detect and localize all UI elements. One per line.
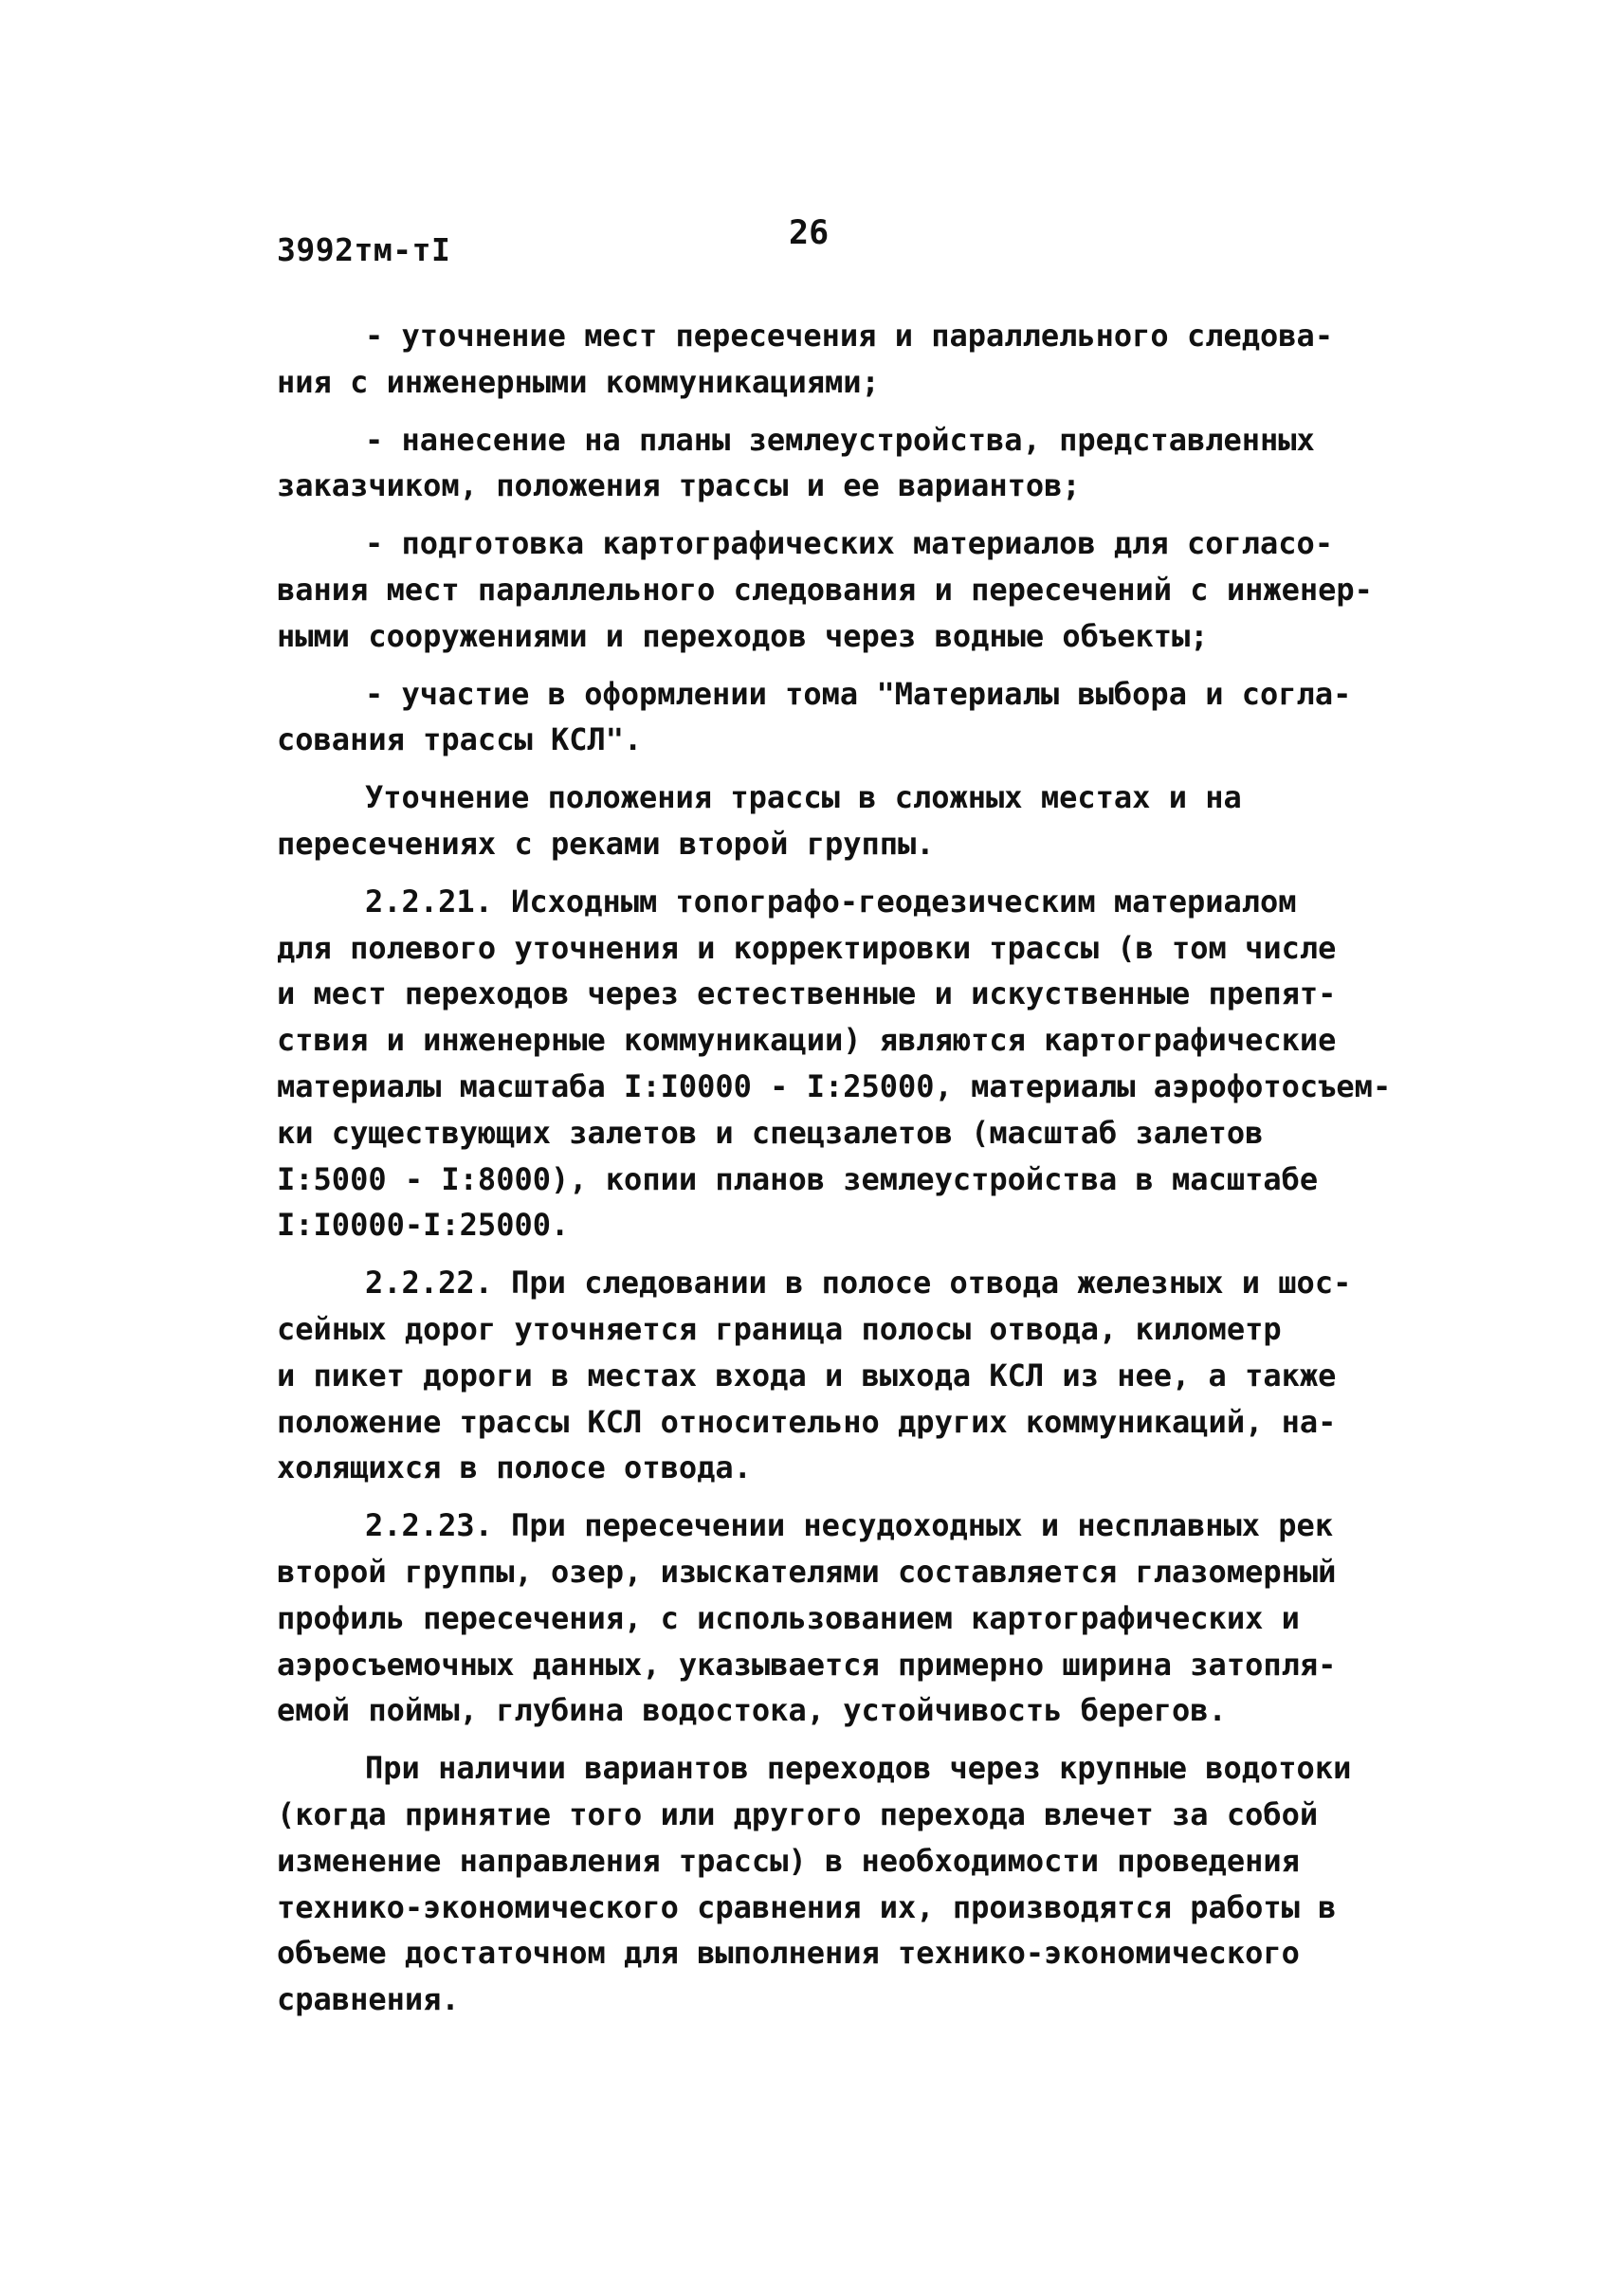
- text-line: и мест переходов через естественные и искуственные препят-: [277, 975, 1337, 1012]
- paragraph: [277, 520, 1405, 659]
- text-line: 2.2.22. При следовании в полосе отвода железных и шос-: [365, 1265, 1352, 1302]
- text-line: (когда принятие того или другого перехода влечет за собой: [277, 1795, 1319, 1832]
- document-code: 3992тм-тI: [277, 231, 451, 268]
- text-line: ными сооружениями и переходов через водные объекты;: [277, 617, 1209, 654]
- text-line: сравнения.: [277, 1981, 460, 2018]
- text-line: ствия и инженерные коммуникации) являются картографические: [277, 1022, 1337, 1059]
- text-line: второй группы, озер, изыскателями составляется глазомерный: [277, 1553, 1337, 1590]
- text-line: 2.2.21. Исходным топографо-геодезическим материалом: [365, 883, 1297, 920]
- text-line: изменение направления трассы) в необходимости проведения: [277, 1842, 1300, 1879]
- text-line: - нанесение на планы землеустройства, представленных: [365, 421, 1315, 458]
- text-line: технико-экономического сравнения их, производятся работы в: [277, 1888, 1337, 1925]
- text-line: При наличии вариантов переходов через крупные водотоки: [365, 1750, 1352, 1787]
- text-line: объеме достаточном для выполнения технико-экономического: [277, 1935, 1300, 1972]
- text-line: I:5000 - I:8000), копии планов землеустройства в масштабе: [277, 1160, 1319, 1197]
- text-line: и пикет дороги в местах входа и выхода КСЛ из нее, а также: [277, 1357, 1337, 1393]
- text-line: ния с инженерными коммуникациями;: [277, 363, 880, 400]
- paragraph: [277, 1503, 1405, 1734]
- paragraph: [277, 879, 1405, 1248]
- text-line: пересечениях с реками второй группы.: [277, 825, 935, 862]
- paragraph: [277, 774, 1405, 867]
- paragraph: [277, 1745, 1405, 2023]
- text-line: для полевого уточнения и корректировки трассы (в том числе: [277, 929, 1337, 966]
- text-line: ки существующих залетов и спецзалетов (масштаб залетов: [277, 1114, 1264, 1151]
- text-line: Уточнение положения трассы в сложных местах и на: [365, 779, 1242, 816]
- paragraph: [277, 313, 1405, 406]
- text-line: материалы масштаба I:I0000 - I:25000, материалы аэрофотосъем-: [277, 1067, 1392, 1104]
- text-line: вания мест параллельного следования и пересечений с инженер-: [277, 571, 1373, 608]
- text-line: сейных дорог уточняется граница полосы отвода, километр: [277, 1310, 1282, 1347]
- page-number: 26: [789, 214, 830, 252]
- paragraph: [277, 671, 1405, 764]
- paragraph: [277, 1260, 1405, 1491]
- text-line: профиль пересечения, с использованием картографических и: [277, 1599, 1300, 1636]
- text-line: - подготовка картографических материалов для согласо-: [365, 525, 1334, 562]
- text-line: - уточнение мест пересечения и параллельного следова-: [365, 318, 1334, 354]
- text-line: 2.2.23. При пересечении несудоходных и несплавных рек: [365, 1507, 1334, 1544]
- text-line: сования трассы КСЛ".: [277, 721, 643, 758]
- text-line: - участие в оформлении тома "Материалы выбора и согла-: [365, 675, 1352, 712]
- text-line: холящихся в полосе отвода.: [277, 1449, 752, 1486]
- paragraph: [277, 417, 1405, 510]
- text-line: заказчиком, положения трассы и ее вариантов;: [277, 467, 1081, 504]
- text-line: аэросъемочных данных, указывается примерно ширина затопля-: [277, 1646, 1337, 1683]
- body-text: [277, 313, 1405, 2034]
- text-line: емой поймы, глубина водостока, устойчивость берегов.: [277, 1692, 1227, 1729]
- text-line: положение трассы КСЛ относительно других коммуникаций, на-: [277, 1403, 1337, 1440]
- text-line: I:I0000-I:25000.: [277, 1207, 570, 1244]
